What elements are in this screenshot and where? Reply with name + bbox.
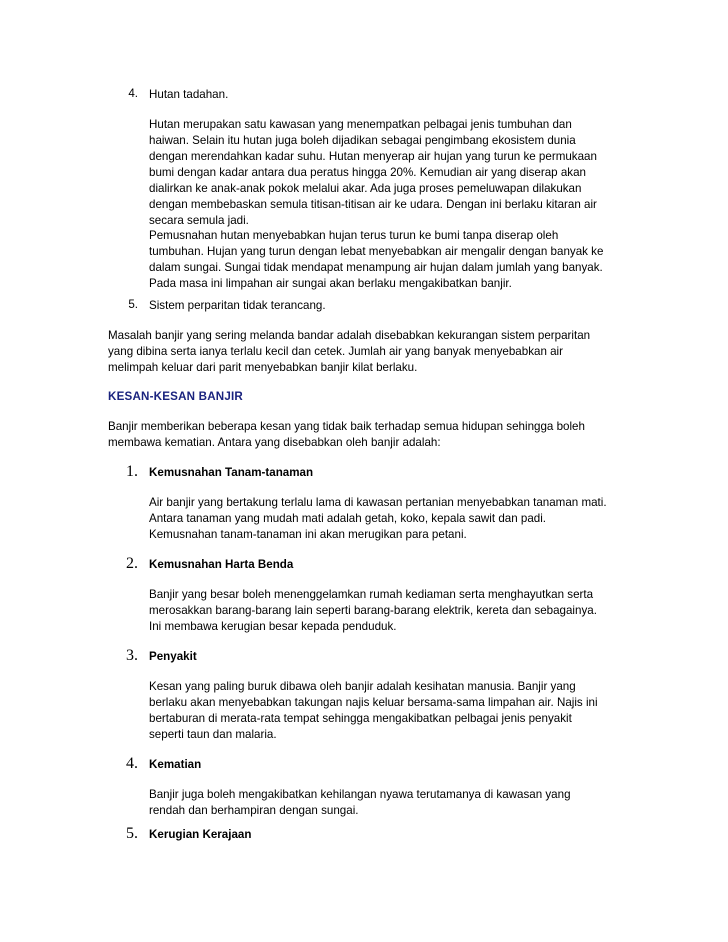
list-number: 3. xyxy=(126,647,138,664)
text-line: Kemusnahan tanam-tanaman ini akan merugikan para petani. xyxy=(149,528,467,541)
text-line: Ini membawa kerugian besar kepada penduduk. xyxy=(149,620,397,633)
effect-title: Kemusnahan Tanam-tanaman xyxy=(149,466,314,479)
text-line: Kesan yang paling buruk dibawa oleh banjir adalah kesihatan manusia. Banjir yang xyxy=(149,680,576,693)
text-line: seperti taun dan malaria. xyxy=(149,728,277,741)
list-number: 2. xyxy=(126,555,138,572)
text-line: dengan merendahkan kadar suhu. Hutan menyerap air hujan yang turun ke permukaan xyxy=(149,150,597,163)
text-line: Pemusnahan hutan menyebabkan hujan terus turun ke bumi tanpa diserap oleh xyxy=(149,229,559,242)
list-number: 1. xyxy=(126,463,138,480)
text-line: dialirkan ke anak-anak pokok melalui akar. Ada juga proses pemeluwapan dilakukan xyxy=(149,182,582,195)
text-line: bumi dengan kadar antara dua peratus hingga 20%. Kemudian air yang diserap akan xyxy=(149,166,586,179)
text-line: membawa kematian. Antara yang disebabkan oleh banjir adalah: xyxy=(108,436,441,449)
text-line: Banjir yang besar boleh menenggelamkan rumah kediaman serta menghayutkan serta xyxy=(149,588,594,601)
list-number: 4. xyxy=(126,755,138,772)
text-line: Hutan merupakan satu kawasan yang menempatkan pelbagai jenis tumbuhan dan xyxy=(149,118,572,131)
text-line: bertaburan di merata-rata tempat sehingga mengakibatkan pelbagai jenis penyakit xyxy=(149,712,572,725)
text-line: Banjir juga boleh mengakibatkan kehilangan nyawa terutamanya di kawasan yang xyxy=(149,788,571,801)
list-number: 5. xyxy=(126,825,138,842)
text-line: Banjir memberikan beberapa kesan yang tidak baik terhadap semua hidupan sehingga boleh xyxy=(108,420,585,433)
text-line: Antara tanaman yang mudah mati adalah getah, koko, kepala sawit dan padi. xyxy=(149,512,547,525)
effect-title: Kematian xyxy=(149,758,202,771)
effect-title: Penyakit xyxy=(149,650,197,663)
effect-title: Kerugian Kerajaan xyxy=(149,828,252,841)
text-line: haiwan. Selain itu hutan juga boleh dijadikan sebagai pengimbang ekosistem dunia xyxy=(149,134,576,147)
list-item-title: Sistem perparitan tidak terancang. xyxy=(149,299,326,312)
list-item-title: Hutan tadahan. xyxy=(149,88,229,101)
list-number: 4. xyxy=(128,87,138,100)
text-line: Pada masa ini limpahan air sungai akan berlaku mengakibatkan banjir. xyxy=(149,277,512,290)
section-heading: KESAN-KESAN BANJIR xyxy=(108,390,244,403)
text-line: dengan membebaskan semula titisan-titisan air ke udara. Dengan ini berlaku kitaran air xyxy=(149,198,597,211)
list-number: 5. xyxy=(128,298,138,311)
text-line: tumbuhan. Hujan yang turun dengan lebat menyebabkan air mengalir dengan banyak ke xyxy=(149,245,604,258)
text-line: Masalah banjir yang sering melanda bandar adalah disebabkan kekurangan sistem perparitan xyxy=(108,329,591,342)
text-line: Air banjir yang bertakung terlalu lama di kawasan pertanian menyebabkan tanaman mati. xyxy=(149,496,607,509)
text-line: berlaku akan menyebabkan takungan najis keluar bersama-sama limpahan air. Najis ini xyxy=(149,696,598,709)
text-line: dalam sungai. Sungai tidak mendapat menampung air hujan dalam jumlah yang banyak. xyxy=(149,261,603,274)
text-line: yang dibina serta ianya terlalu kecil dan cetek. Jumlah air yang banyak menyebabkan air xyxy=(108,345,563,358)
effect-title: Kemusnahan Harta Benda xyxy=(149,558,294,571)
text-line: melimpah keluar dari parit menyebabkan banjir kilat berlaku. xyxy=(108,361,418,374)
text-line: rendah dan berhampiran dengan sungai. xyxy=(149,804,359,817)
text-line: secara semula jadi. xyxy=(149,214,249,227)
text-line: merosakkan barang-barang lain seperti barang-barang elektrik, kereta dan sebagainya. xyxy=(149,604,597,617)
